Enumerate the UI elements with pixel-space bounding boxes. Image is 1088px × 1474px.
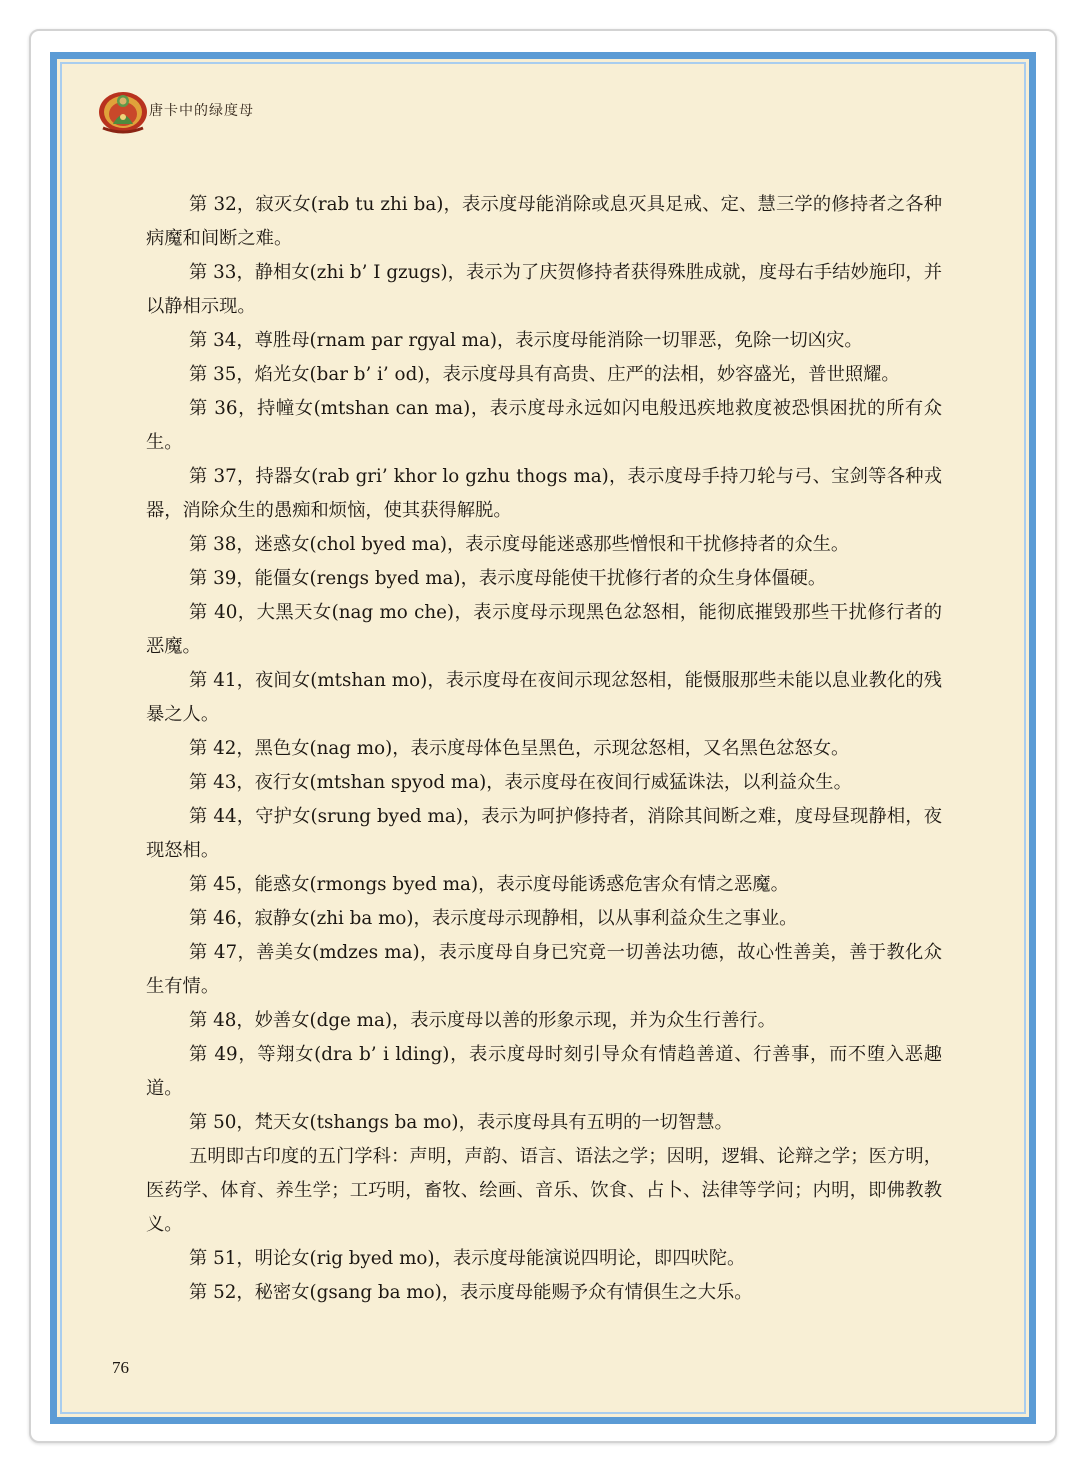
paragraph: 第 43，夜行女(mtshan spyod ma)，表示度母在夜间行威猛诛法，以利益众生。 [189,772,852,793]
paragraph: 第 49，等翔女(dra b’ i lding)，表示度母时刻引导众有情趋善道、行善事，而不堕入恶趣道。 [146,1044,942,1099]
paragraph: 第 33，静相女(zhi b’ I gzugs)，表示为了庆贺修持者获得殊胜成就，度母右手结妙施印，并以静相示现。 [146,262,942,317]
body-text [146,188,942,1310]
paragraph: 第 48，妙善女(dge ma)，表示度母以善的形象示现，并为众生行善行。 [189,1010,776,1031]
paragraph: 第 52，秘密女(gsang ba mo)，表示度母能赐予众有情俱生之大乐。 [189,1282,753,1303]
paragraph: 第 40，大黑天女(nag mo che)，表示度母示现黑色忿怒相，能彻底摧毁那些干扰修行者的恶魔。 [146,602,942,657]
tara-thangka-logo-icon [97,84,149,134]
paragraph: 第 34，尊胜母(rnam par rgyal ma)，表示度母能消除一切罪恶，免除一切凶灾。 [189,330,863,351]
paragraph: 第 39，能僵女(rengs byed ma)，表示度母能使干扰修行者的众生身体僵硬。 [189,568,827,589]
paragraph: 第 47，善美女(mdzes ma)，表示度母自身已究竟一切善法功德，故心性善美，善于教化众生有情。 [146,942,942,997]
paragraph: 第 51，明论女(rig byed mo)，表示度母能演说四明论，即四吠陀。 [189,1248,746,1269]
paragraph: 第 37，持器女(rab gri’ khor lo gzhu thogs ma)，表示度母手持刀轮与弓、宝剑等各种戎器，消除众生的愚痴和烦恼，使其获得解脱。 [146,466,942,521]
paragraph: 第 35，焰光女(bar b’ i’ od)，表示度母具有高贵、庄严的法相，妙容盛光，普世照耀。 [189,364,900,385]
paragraph: 五明即古印度的五门学科：声明，声韵、语言、语法之学；因明，逻辑、论辩之学；医方明，医药学、体育、养生学；工巧明，畜牧、绘画、音乐、饮食、占卜、法律等学问；内明，即佛教教义。 [146,1146,942,1235]
paragraph: 第 44，守护女(srung byed ma)，表示为呵护修持者，消除其间断之难，度母昼现静相，夜现怒相。 [146,806,942,861]
paragraph: 第 32，寂灭女(rab tu zhi ba)，表示度母能消除或息灭具足戒、定、慧三学的修持者之各种病魔和间断之难。 [146,194,942,249]
paragraph: 第 45，能惑女(rmongs byed ma)，表示度母能诱惑危害众有情之恶魔。 [189,874,789,895]
paragraph: 第 41，夜间女(mtshan mo)，表示度母在夜间示现忿怒相，能慑服那些未能以息业教化的残暴之人。 [146,670,942,725]
paragraph: 第 42，黑色女(nag mo)，表示度母体色呈黑色，示现忿怒相，又名黑色忿怒女。 [189,738,850,759]
paragraph: 第 36，持幢女(mtshan can ma)，表示度母永远如闪电般迅疾地救度被恐惧困扰的所有众生。 [146,398,942,453]
paragraph: 第 38，迷惑女(chol byed ma)，表示度母能迷惑那些憎恨和干扰修持者的众生。 [189,534,850,555]
paragraph: 第 50，梵天女(tshangs ba mo)，表示度母具有五明的一切智慧。 [189,1112,733,1133]
page-number: 76 [112,1358,129,1377]
paragraph: 第 46，寂静女(zhi ba mo)，表示度母示现静相，以从事利益众生之事业。 [189,908,798,929]
running-title: 唐卡中的绿度母 [149,103,254,119]
